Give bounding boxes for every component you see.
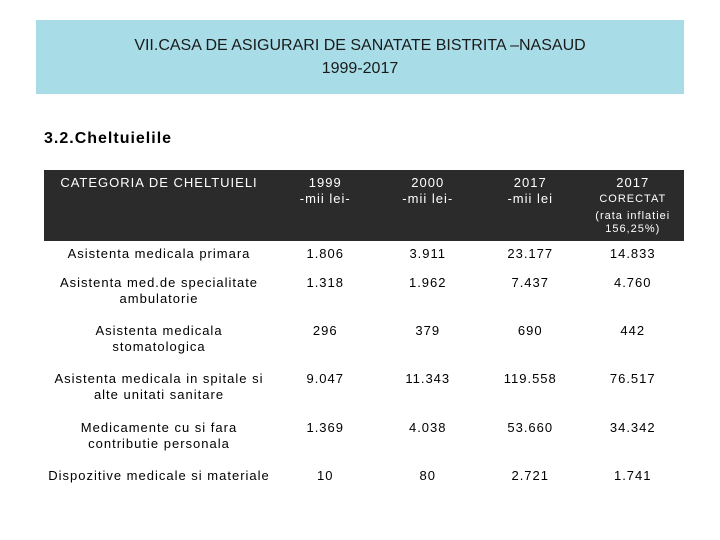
cell-2017: 690 <box>479 318 582 366</box>
cell-2000: 3.911 <box>377 241 480 270</box>
cell-2000: 1.962 <box>377 270 480 318</box>
row-category: Asistenta med.de specialitate ambulatorie <box>44 270 274 318</box>
cell-2017-corrected: 4.760 <box>582 270 685 318</box>
table-body <box>44 241 684 492</box>
banner-title-line1: VII.CASA DE ASIGURARI DE SANATATE BISTRITA –NASAUD <box>134 37 586 54</box>
cell-2017-corrected: 34.342 <box>582 415 685 463</box>
cell-2017-corrected: 76.517 <box>582 366 685 414</box>
table-row <box>44 463 684 492</box>
cell-2017: 53.660 <box>479 415 582 463</box>
cell-1999: 10 <box>274 463 377 492</box>
header-2017c-label: CORECTAT <box>599 193 667 205</box>
title-banner <box>36 20 684 94</box>
header-2017c-year: 2017 <box>616 175 650 190</box>
header-2017c-note: (rata inflatiei 156,25%) <box>595 210 671 235</box>
expenses-table <box>44 170 684 492</box>
cell-2000: 80 <box>377 463 480 492</box>
header-2017 <box>479 170 582 241</box>
header-row <box>44 170 684 241</box>
table-row <box>44 415 684 463</box>
header-1999 <box>274 170 377 241</box>
cell-2017-corrected: 14.833 <box>582 241 685 270</box>
cell-1999: 1.806 <box>274 241 377 270</box>
cell-1999: 296 <box>274 318 377 366</box>
header-1999-unit: -mii lei- <box>299 191 351 206</box>
header-2000-year: 2000 <box>411 175 445 190</box>
cell-2000: 379 <box>377 318 480 366</box>
row-category: Asistenta medicala in spitale si alte unitati sanitare <box>44 366 274 414</box>
cell-2000: 11.343 <box>377 366 480 414</box>
cell-2017: 7.437 <box>479 270 582 318</box>
header-2017-unit: -mii lei <box>507 191 554 206</box>
cell-2017: 119.558 <box>479 366 582 414</box>
cell-2017-corrected: 442 <box>582 318 685 366</box>
cell-2017: 2.721 <box>479 463 582 492</box>
table-row <box>44 318 684 366</box>
table-row <box>44 241 684 270</box>
cell-1999: 9.047 <box>274 366 377 414</box>
row-category: Medicamente cu si fara contributie personala <box>44 415 274 463</box>
row-category: Asistenta medicala primara <box>44 241 274 270</box>
table-row <box>44 270 684 318</box>
header-category: CATEGORIA DE CHELTUIELI <box>44 170 274 241</box>
banner-title-line2: 1999-2017 <box>321 60 399 77</box>
section-heading: 3.2.Cheltuielile <box>44 130 173 147</box>
cell-1999: 1.369 <box>274 415 377 463</box>
header-2017-corrected <box>582 170 685 241</box>
cell-2017: 23.177 <box>479 241 582 270</box>
cell-1999: 1.318 <box>274 270 377 318</box>
header-2000 <box>377 170 480 241</box>
table-header <box>44 170 684 241</box>
row-category: Asistenta medicala stomatologica <box>44 318 274 366</box>
cell-2000: 4.038 <box>377 415 480 463</box>
table-row <box>44 366 684 414</box>
header-2017-year: 2017 <box>513 175 547 190</box>
header-2000-unit: -mii lei- <box>402 191 454 206</box>
header-1999-year: 1999 <box>308 175 342 190</box>
row-category: Dispozitive medicale si materiale <box>44 463 274 492</box>
cell-2017-corrected: 1.741 <box>582 463 685 492</box>
